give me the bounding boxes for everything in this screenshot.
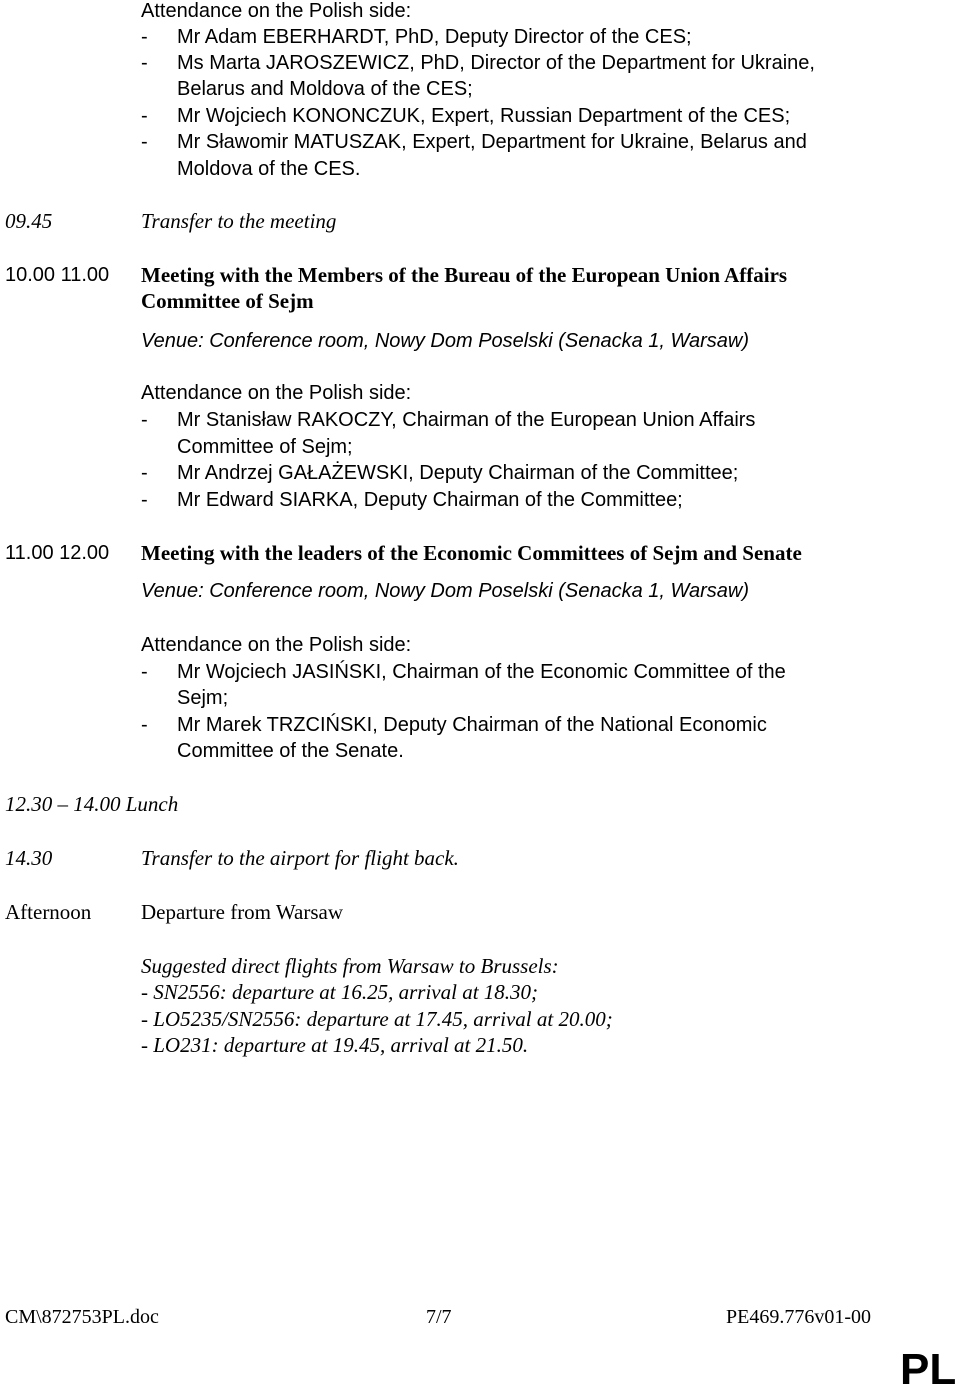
flight-item: - LO231: departure at 19.45, arrival at 21.50.: [141, 1033, 529, 1057]
meeting-econ-venue: Venue: Conference room, Nowy Dom Poselski (Senacka 1, Warsaw): [141, 580, 750, 602]
meeting-eu-venue: Venue: Conference room, Nowy Dom Poselski (Senacka 1, Warsaw): [141, 330, 750, 352]
lunch-line: 12.30 – 14.00 Lunch: [5, 792, 179, 816]
transfer-meeting-text: Transfer to the meeting: [141, 209, 337, 233]
attendee-rakoczy-cont: Committee of Sejm;: [177, 436, 353, 458]
attendance-heading-eu: Attendance on the Polish side:: [141, 382, 412, 404]
attendee-jaroszewicz: Ms Marta JAROSZEWICZ, PhD, Director of the Department for Ukraine,: [177, 52, 815, 74]
list-bullet: -: [141, 52, 148, 74]
departure-text: Departure from Warsaw: [141, 900, 344, 924]
list-bullet: -: [141, 714, 148, 736]
attendee-matuszak-cont: Moldova of the CES.: [177, 158, 361, 180]
time-transfer-meeting: 09.45: [5, 209, 53, 233]
list-bullet: -: [141, 26, 148, 48]
list-bullet: -: [141, 409, 148, 431]
attendee-jaroszewicz-cont: Belarus and Moldova of the CES;: [177, 78, 473, 100]
time-departure: Afternoon: [5, 900, 92, 924]
attendee-trzcinski-cont: Committee of the Senate.: [177, 740, 404, 762]
attendee-siarka: Mr Edward SIARKA, Deputy Chairman of the Committee;: [177, 489, 683, 511]
attendee-eberhardt: Mr Adam EBERHARDT, PhD, Deputy Director of the CES;: [177, 26, 692, 48]
flight-item: - SN2556: departure at 16.25, arrival at 18.30;: [141, 980, 539, 1004]
time-meeting-econ: 11.00 12.00: [5, 542, 110, 564]
attendee-matuszak: Mr Sławomir MATUSZAK, Expert, Department for Ukraine, Belarus and: [177, 131, 807, 153]
attendance-heading-ces: Attendance on the Polish side:: [141, 0, 412, 22]
meeting-eu-title-cont: Committee of Sejm: [141, 289, 314, 313]
language-code: PL: [900, 1345, 957, 1394]
footer-doc-ref: CM\872753PL.doc: [5, 1306, 159, 1328]
meeting-eu-title: Meeting with the Members of the Bureau of the European Union Affairs: [141, 263, 788, 287]
attendee-galazewski: Mr Andrzej GAŁAŻEWSKI, Deputy Chairman of the Committee;: [177, 462, 739, 484]
attendance-heading-econ: Attendance on the Polish side:: [141, 634, 412, 656]
transfer-airport-text: Transfer to the airport for flight back.: [141, 846, 459, 870]
list-bullet: -: [141, 661, 148, 683]
footer-page-number: 7/7: [426, 1306, 452, 1328]
attendee-jasinski-cont: Sejm;: [177, 687, 229, 709]
list-bullet: -: [141, 462, 148, 484]
attendee-rakoczy: Mr Stanisław RAKOCZY, Chairman of the European Union Affairs: [177, 409, 756, 431]
flights-heading: Suggested direct flights from Warsaw to Brussels:: [141, 954, 559, 978]
time-meeting-eu: 10.00 11.00: [5, 264, 110, 286]
attendee-kononczuk: Mr Wojciech KONONCZUK, Expert, Russian Department of the CES;: [177, 105, 791, 127]
list-bullet: -: [141, 105, 148, 127]
meeting-econ-title: Meeting with the leaders of the Economic Committees of Sejm and Senate: [141, 541, 802, 565]
footer-pe-ref: PE469.776v01-00: [726, 1306, 871, 1328]
flight-item: - LO5235/SN2556: departure at 17.45, arrival at 20.00;: [141, 1007, 613, 1031]
attendee-jasinski: Mr Wojciech JASIŃSKI, Chairman of the Economic Committee of the: [177, 661, 786, 683]
attendee-trzcinski: Mr Marek TRZCIŃSKI, Deputy Chairman of the National Economic: [177, 714, 767, 736]
list-bullet: -: [141, 489, 148, 511]
list-bullet: -: [141, 131, 148, 153]
time-transfer-airport: 14.30: [5, 846, 53, 870]
